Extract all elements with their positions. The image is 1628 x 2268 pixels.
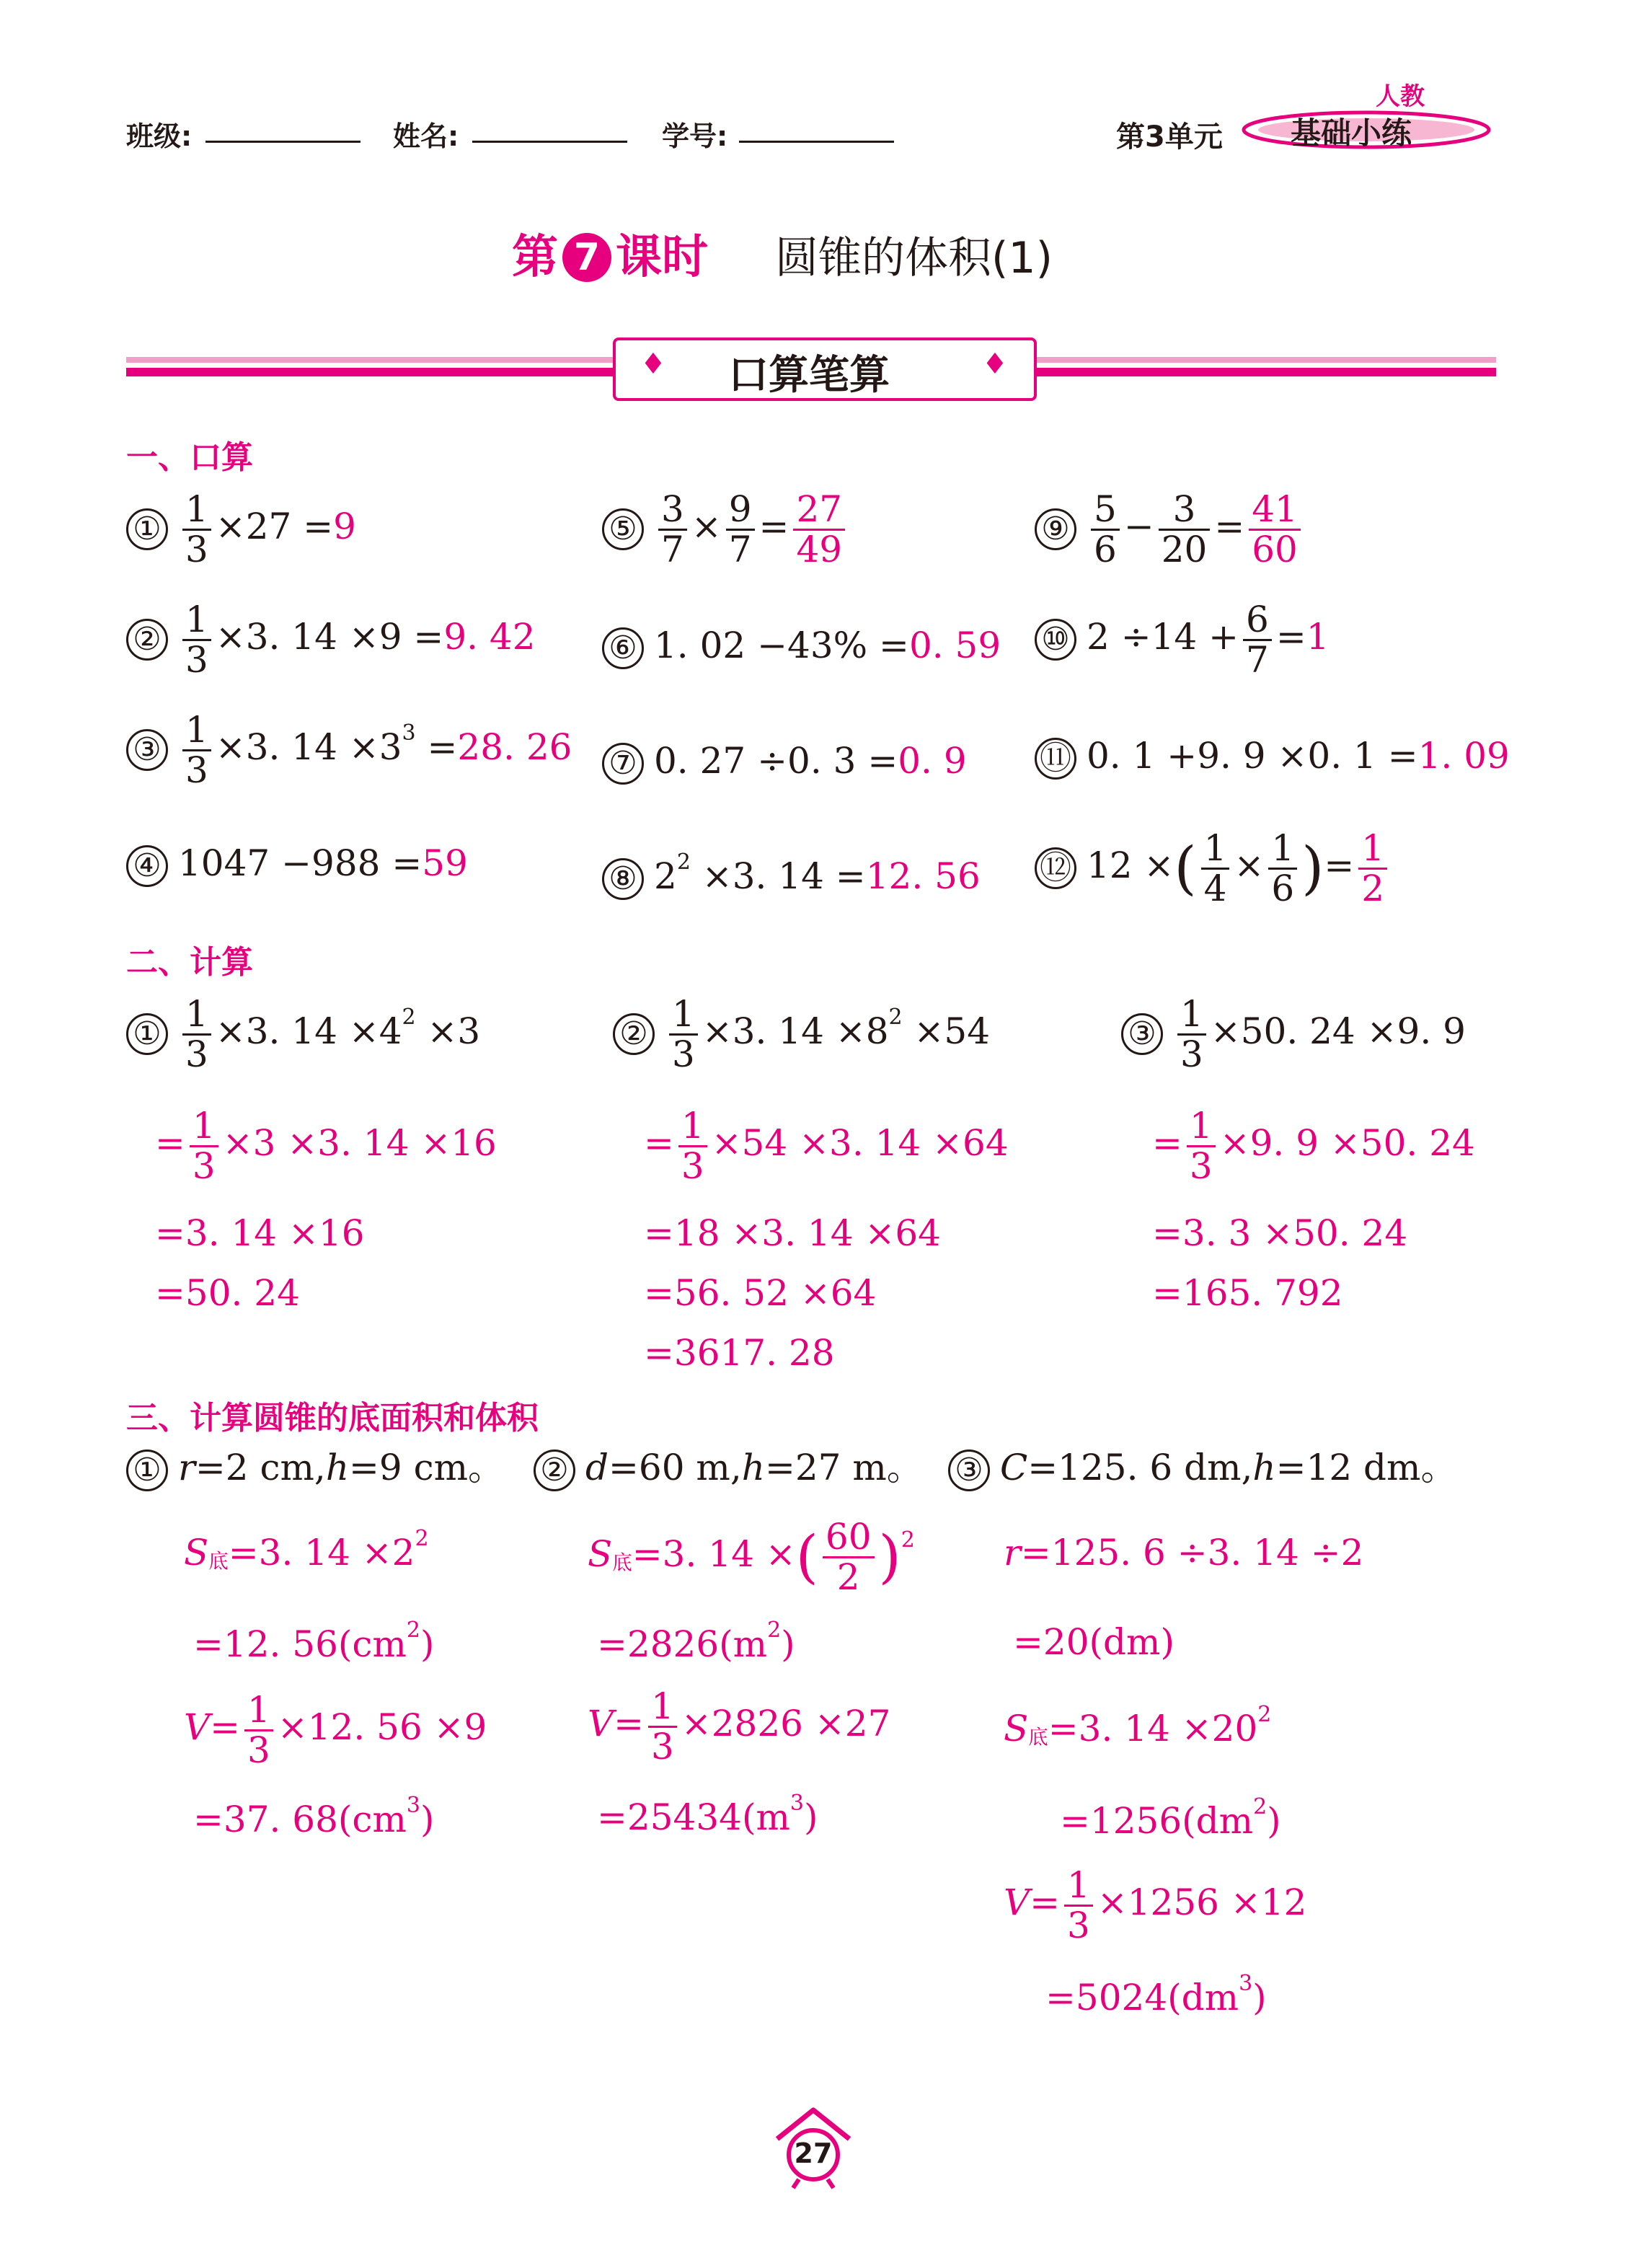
oral-q8: ⑧ $2^2 \times 3$. 14 =12. 56 [602, 858, 981, 900]
oral-q4-answer: 59 [422, 842, 468, 884]
oral-q10: ⑩ 2 ÷14 + $\frac{6}{7}$ =1 [1035, 601, 1330, 679]
calc-c3-step2: =3. 3 ×50. 24 [1152, 1212, 1408, 1254]
oral-q3: ③ $\frac{1}{3}$ ×3. $14 \times 3^3 =28$. 26 [126, 711, 572, 789]
oral-q4: ④ 1047 −988 =59 [126, 845, 468, 887]
oral-q3-answer: 28. 26 [457, 726, 572, 768]
cone-p1-question: ① r=2 cm,h=9 cm。 [126, 1450, 504, 1491]
student-id-field[interactable] [739, 141, 894, 143]
page-number: 27 [794, 2137, 833, 2169]
class-field[interactable] [205, 141, 360, 143]
calc-c2-step2: =18 ×3. 14 ×64 [644, 1212, 941, 1254]
name-label: 姓名: [393, 120, 459, 152]
oral-q6: ⑥ 1. 02 −43% =0. 59 [602, 627, 1001, 669]
oral-q1-answer: 9 [333, 506, 356, 547]
cone-p3-base-area-result: $=1256(dm^2)$ [1060, 1794, 1281, 1842]
oral-q11-answer: 1. 09 [1417, 735, 1510, 777]
badge-main-text: 基础小练 [1291, 115, 1412, 151]
calc-c3-question: ③ $\frac{1}{3}$ ×50. 24 ×9. 9 [1121, 995, 1466, 1073]
oral-q6-answer: 0. 59 [908, 625, 1001, 666]
page-title: 圆锥的体积(1) [775, 233, 1053, 283]
oral-q2: ② $\frac{1}{3}$ ×3. 14 ×9 =9. 42 [126, 601, 536, 679]
cone-p1-volume: V= $\frac{1}{3}$ ×12. 56 ×9 [184, 1689, 487, 1771]
class-label: 班级: [126, 120, 193, 152]
banner-title: 口算笔算 [728, 352, 890, 399]
cone-p1-volume-result: =37. $68(cm^3)$ [193, 1793, 435, 1840]
calc-c2-question: ② $\frac{1}{3}$ ×3. $14 \times 8^2 \times 54$ [613, 995, 990, 1073]
section-oral: 一、口算 [126, 439, 253, 476]
student-id-label: 学号: [662, 120, 728, 152]
cone-p3-question: ③ C=125. 6 dm,h=12 dm。 [948, 1450, 1456, 1491]
calc-c1-step2: =3. 14 ×16 [155, 1212, 365, 1254]
cone-p3-base-area: S底=3. $14 \times 20^2$ [1004, 1702, 1272, 1749]
oral-q12: ⑫ 12 ×( $\frac{1}{4}$ × $\frac{1}{6}$ )= $\frac{1}{2}$ [1035, 829, 1392, 907]
calc-c2-step1: = $\frac{1}{3}$ ×54 ×3. 14 ×64 [644, 1105, 1009, 1187]
cone-p2-base-area: S底=3. 14 ×( $\frac{60}{2}$ )$^2$ [588, 1516, 915, 1598]
oral-q8-answer: 12. 56 [865, 855, 981, 897]
oral-q9: ⑨ $\frac{5}{6}$ − $\frac{3}{20}$ = $\frac{41}{60}$ [1035, 490, 1305, 568]
cone-p2-base-area-result: $=2826(m^2)$ [597, 1618, 795, 1665]
calc-c2-step4: =3617. 28 [644, 1332, 835, 1374]
calc-c3-step1: = $\frac{1}{3}$ ×9. 9 ×50. 24 [1152, 1105, 1475, 1187]
unit-label: 第3单元 [1116, 120, 1223, 154]
lesson-number: 第 7 课时 [512, 231, 708, 284]
oral-q2-answer: 9. 42 [443, 616, 536, 658]
name-field[interactable] [472, 141, 627, 143]
cone-p1-base-area-result: =12. $56(cm^2)$ [193, 1618, 435, 1665]
oral-q5: ⑤ $\frac{3}{7}$ × $\frac{9}{7}$ = $\frac{27}{49}$ [602, 490, 849, 568]
calc-c1-step3: =50. 24 [155, 1272, 300, 1314]
cone-p2-question: ② d=60 m,h=27 m。 [534, 1450, 923, 1491]
calc-c1-question: ① $\frac{1}{3}$ ×3. $14 \times 4^2 \times 3$ [126, 995, 480, 1073]
cone-p3-volume: V= $\frac{1}{3}$ ×1256 ×12 [1004, 1864, 1307, 1946]
oral-q5-answer: $\frac{27}{49}$ [793, 490, 845, 568]
cone-p2-volume-result: $=25434(m^3)$ [597, 1791, 818, 1838]
calc-c1-step1: = $\frac{1}{3}$ ×3 ×3. 14 ×16 [155, 1105, 497, 1187]
oral-q11: ⑪ 0. 1 +9. 9 ×0. 1 =1. 09 [1035, 738, 1510, 780]
lesson-number-circle: 7 [562, 233, 611, 282]
oral-q12-answer: $\frac{1}{2}$ [1358, 829, 1387, 907]
oral-q10-answer: 1 [1306, 616, 1330, 658]
cone-p3-volume-result: $=5024(dm^3)$ [1045, 1971, 1267, 2018]
cone-p1-base-area: S底=3. $14 \times 2^2$ [184, 1526, 429, 1574]
oral-q1: ① $\frac{1}{3}$ ×27 =9 [126, 490, 356, 568]
cone-p3-radius: r=125. 6 ÷3. 14 ÷2 [1004, 1532, 1364, 1574]
section-calc: 二、计算 [126, 944, 253, 981]
calc-c2-step3: =56. 52 ×64 [644, 1272, 877, 1314]
calc-c3-step3: =165. 792 [1152, 1272, 1343, 1314]
banner-diamond-right-icon: ♦ [982, 348, 1008, 381]
banner-diamond-left-icon: ♦ [640, 348, 666, 381]
cone-p3-radius-result: =20(dm) [1013, 1621, 1174, 1663]
oral-q7-answer: 0. 9 [898, 740, 967, 782]
badge-top-text: 人教 [1376, 82, 1425, 111]
oral-q9-answer: $\frac{41}{60}$ [1249, 490, 1301, 568]
section-cone: 三、计算圆锥的底面积和体积 [126, 1400, 539, 1437]
cone-p2-volume: V= $\frac{1}{3}$ ×2826 ×27 [588, 1685, 891, 1768]
oral-q7: ⑦ 0. 27 ÷0. 3 =0. 9 [602, 743, 967, 785]
